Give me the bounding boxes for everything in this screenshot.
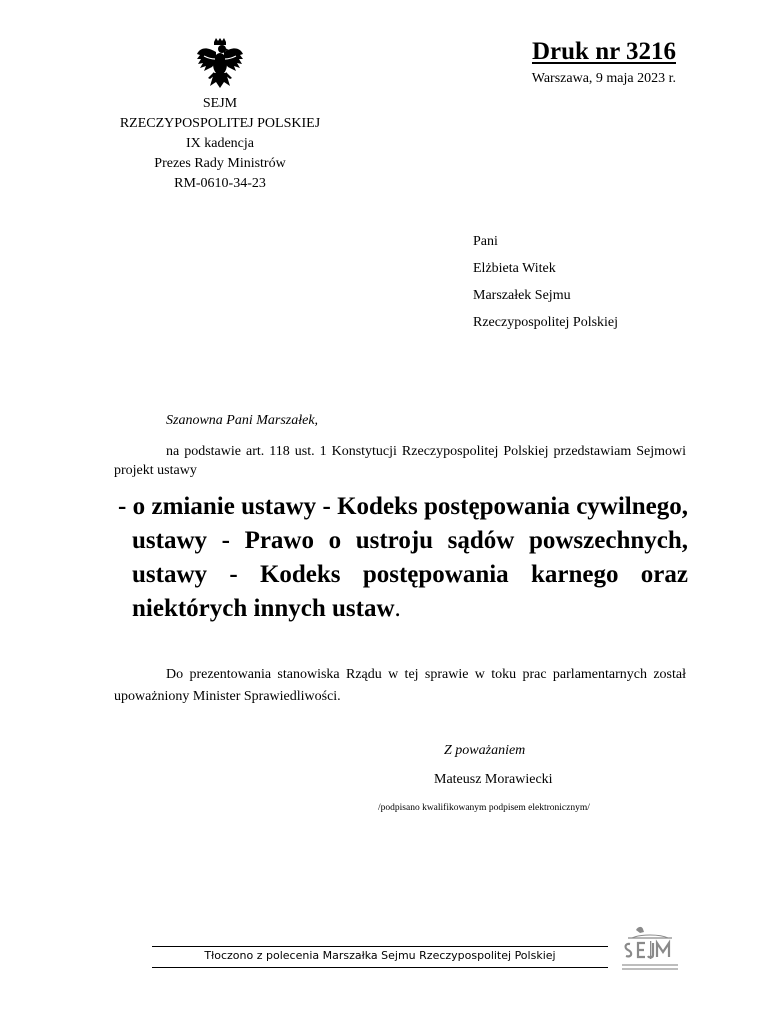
recipient-block (473, 228, 618, 336)
sender-line-reference: RM-0610-34-23 (174, 176, 266, 191)
recipient-line-title: Pani (473, 234, 498, 249)
sender-line-office: Prezes Rady Ministrów (154, 156, 286, 171)
salutation: Szanowna Pani Marszałek, (166, 413, 319, 428)
place-date: Warszawa, 9 maja 2023 r. (531, 71, 676, 86)
authorization-paragraph: Do prezentowania stanowiska Rządu w tej sprawie w toku prac parlamentarnych został upoważniony Minister Sprawiedliwości. (114, 667, 686, 704)
electronic-signature-note: /podpisano kwalifikowanym podpisem elektronicznym/ (378, 803, 590, 813)
sender-line-term: IX kadencja (185, 136, 255, 151)
intro-paragraph: na podstawie art. 118 ust. 1 Konstytucji Rzeczypospolitej Polskiej przedstawiam Sejmowi projekt ustawy (114, 444, 686, 478)
sender-block (90, 94, 350, 194)
closing: Z poważaniem (444, 743, 526, 758)
signer-name: Mateusz Morawiecki (434, 772, 553, 787)
footer-divider-bottom (152, 967, 608, 968)
recipient-line-position: Marszałek Sejmu (473, 288, 571, 303)
bill-title (118, 490, 688, 626)
footer-divider-top (152, 946, 608, 947)
sender-line-republic: RZECZYPOSPOLITEJ POLSKIEJ (119, 116, 321, 131)
recipient-line-name: Elżbieta Witek (473, 261, 556, 276)
bill-title-period: . (394, 595, 401, 622)
sender-line-sejm: SEJM (202, 96, 238, 111)
recipient-line-country: Rzeczypospolitej Polskiej (473, 315, 619, 330)
polish-eagle-emblem-icon (196, 38, 244, 90)
footer-printed-by: Tłoczono z polecenia Marszałka Sejmu Rzeczypospolitej Polskiej (204, 949, 556, 962)
print-number: Druk nr 3216 (531, 38, 676, 65)
sejm-logo-icon (616, 924, 684, 976)
bill-title-text: - o zmianie ustawy - Kodeks postępowania cywilnego, ustawy - Prawo o ustroju sądów powszechnych, ustawy - Kodeks postępowania karnego oraz niektórych innych ustaw (118, 493, 688, 622)
